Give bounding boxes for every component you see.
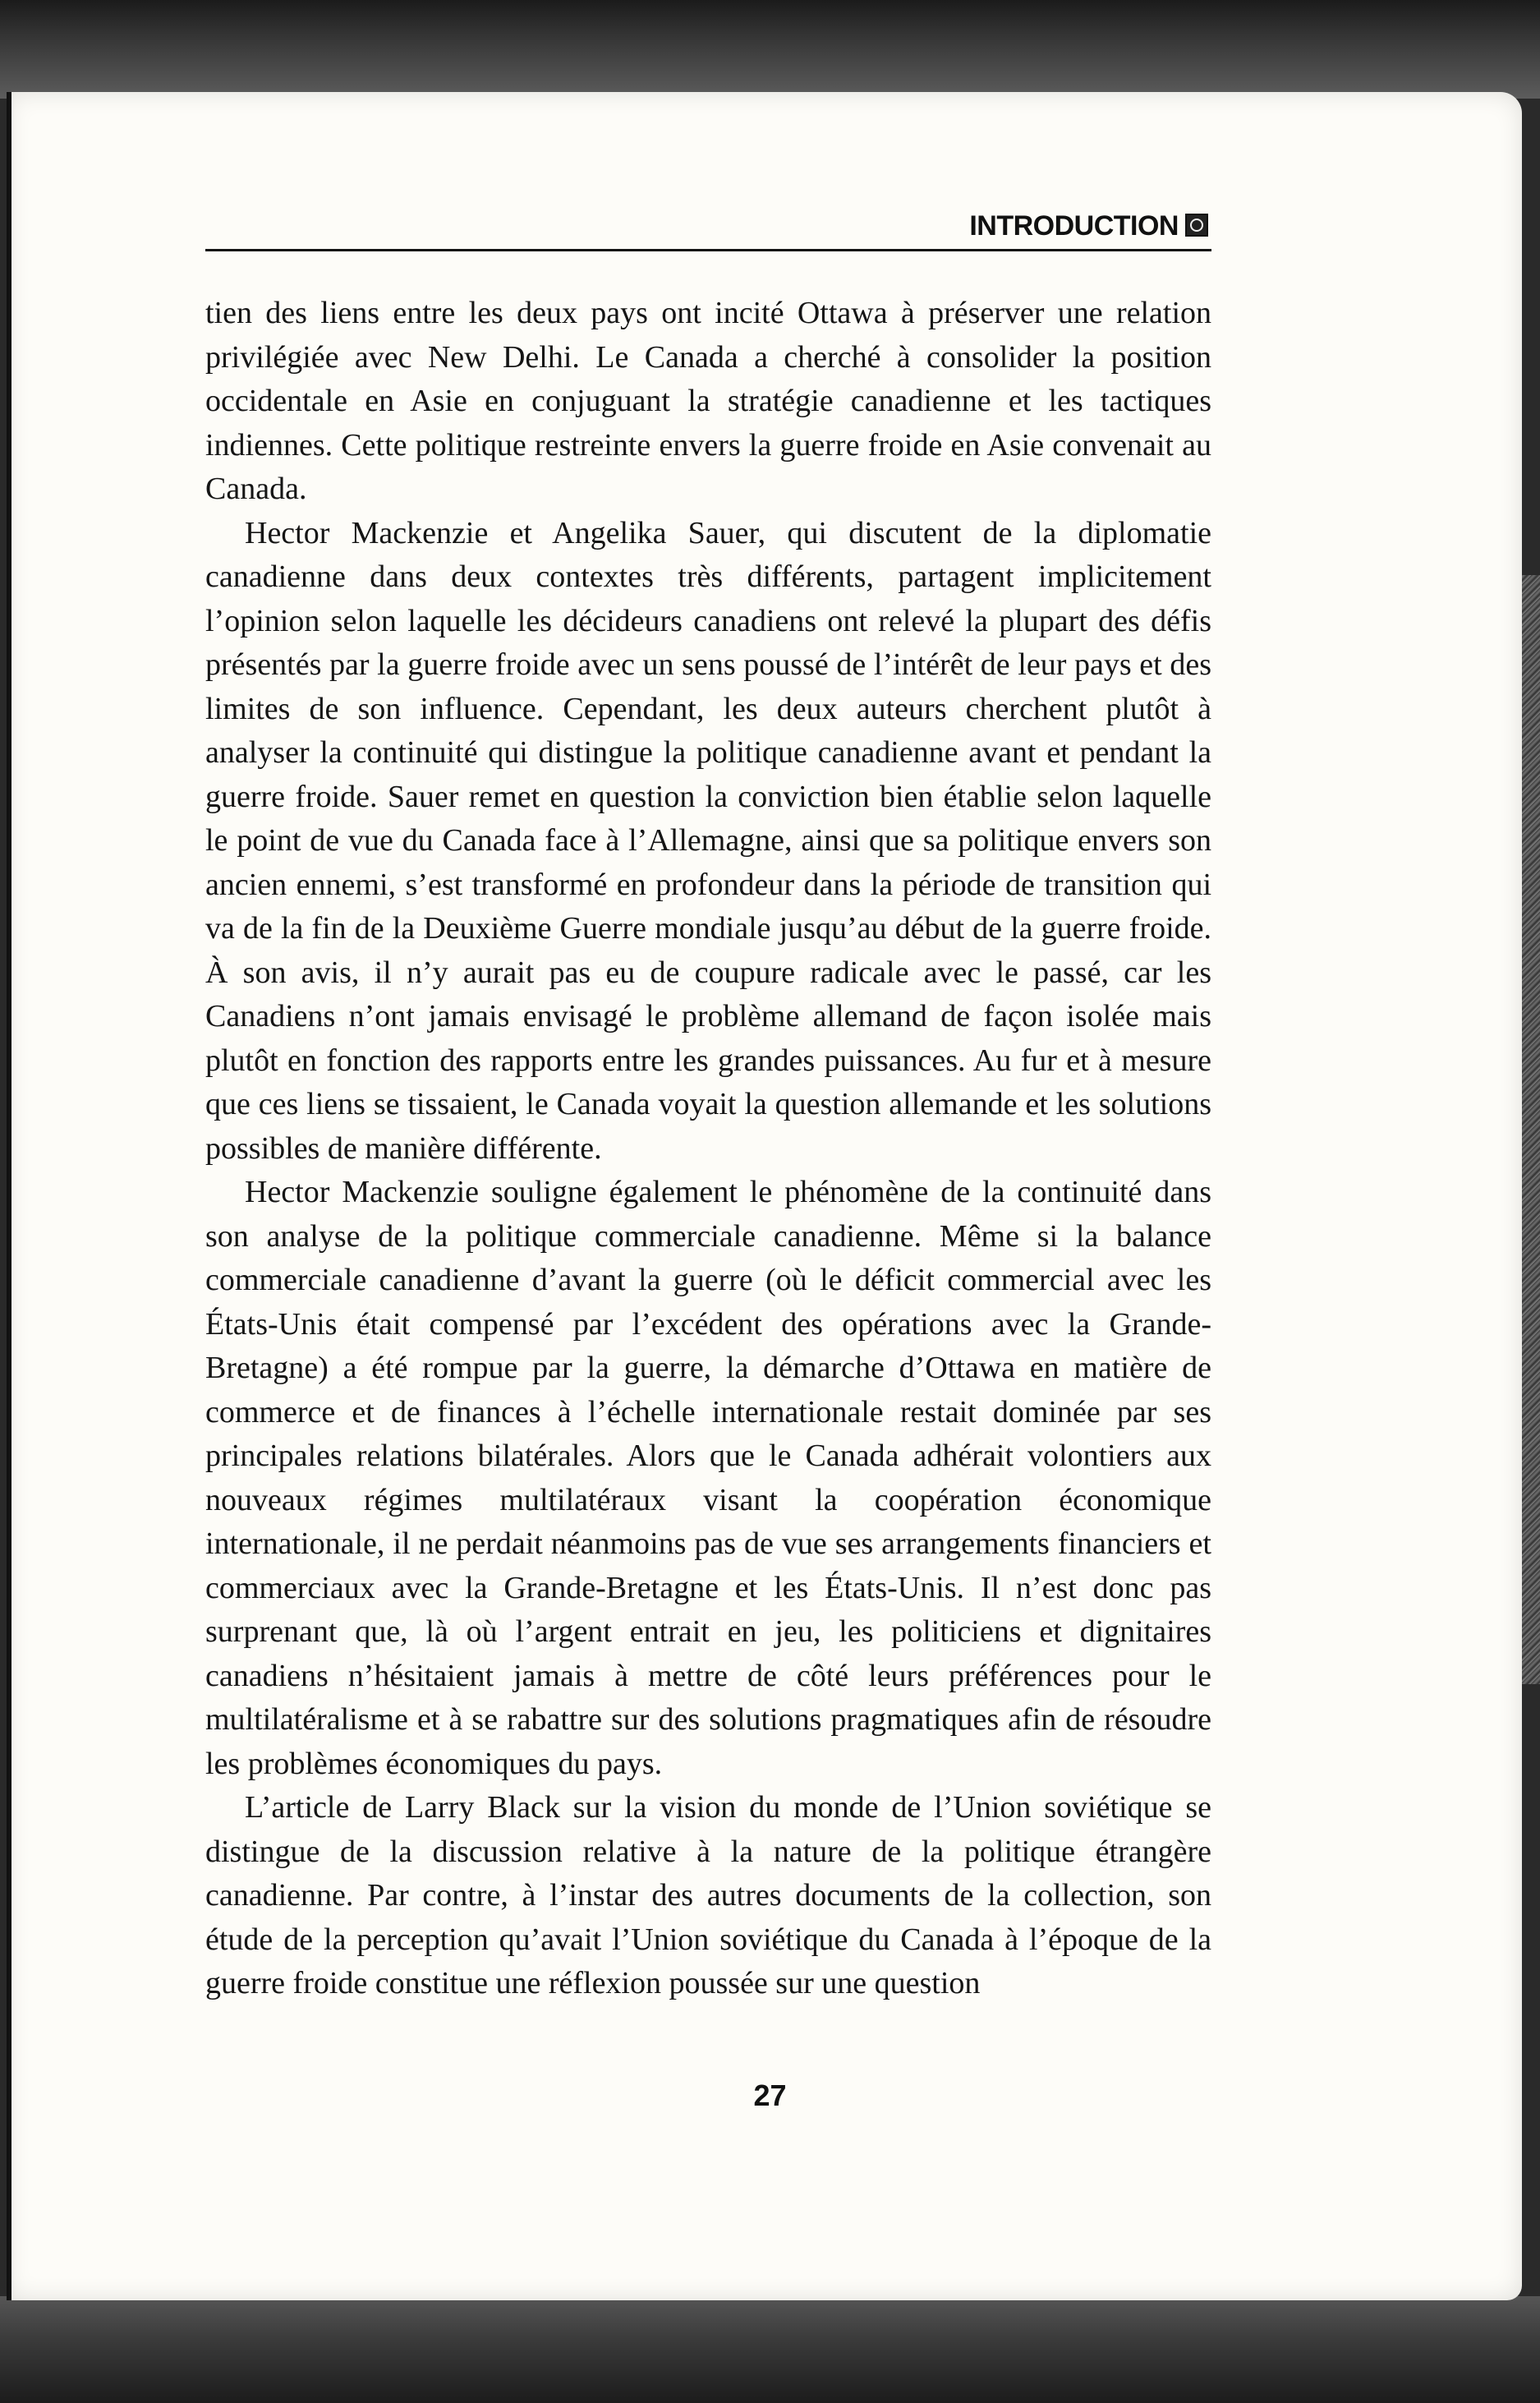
scan-border-top <box>0 0 1540 99</box>
scan-border-bottom <box>0 2296 1540 2403</box>
body-text <box>205 292 1211 2006</box>
page-left-edge <box>7 92 11 2300</box>
running-head-label: INTRODUCTION <box>969 210 1179 242</box>
running-head <box>205 203 1211 251</box>
paragraph: tien des liens entre les deux pays ont incité Ottawa à préserver une relation privilégiée avec New Delhi. Le Canada a cherché à consolider la position occidentale en Asie en conjuguant la stratégie canadienne et les tactiques indiennes. Cette politique restreinte envers la guerre froide en Asie convenait au Canada. <box>205 296 1211 506</box>
paragraph: L’article de Larry Black sur la vision du monde de l’Union soviétique se distingue de la discussion relative à la nature de la politique étrangère canadienne. Par contre, à l’instar des autres documents de la collection, son étude de la perception qu’avait l’Union soviétique du Canada à l’époque de la guerre froide constitue une réflexion poussée sur une question <box>205 1790 1211 2000</box>
ornament-icon <box>1185 214 1208 237</box>
paragraph: Hector Mackenzie et Angelika Sauer, qui discutent de la diplomatie canadienne dans deux contextes très différents, partagent implicitement l’opinion selon laquelle les décideurs canadiens ont relevé la plupart des défis présentés par la guerre froide avec un sens poussé de l’intérêt de leur pays et des limites de son influence. Cependant, les deux auteurs cherchent plutôt à analyser la continuité qui distingue la politique canadienne avant et pendant la guerre froide. Sauer remet en question la conviction bien établie selon laquelle le point de vue du Canada face à l’Allemagne, ainsi que sa politique envers son ancien ennemi, s’est transformé en profondeur dans la période de transition qui va de la fin de la Deuxième Guerre mondiale jusqu’au début de la guerre froide. À son avis, il n’y aurait pas eu de coupure radicale avec le passé, car les Canadiens n’ont jamais envisagé le problème allemand de façon isolée mais plutôt en fonction des rapports entre les grandes puissances. Au fur et à mesure que ces liens se tissaient, le Canada voyait la question allemande et les solutions possibles de manière différente. <box>205 515 1211 1166</box>
running-head-title <box>969 210 1208 242</box>
paragraph: Hector Mackenzie souligne également le phénomène de la continuité dans son analyse de la politique commerciale canadienne. Même si la balance commerciale canadienne d’avant la guerre (où le déficit commercial avec les États-Unis était compensé par l’excédent des opérations avec la Grande-Bretagne) a été rompue par la guerre, la démarche d’Ottawa en matière de commerce et de finances à l’échelle internationale restait dominée par ses principales relations bilatérales. Alors que le Canada adhérait volontiers aux nouveaux régimes multilatéraux visant la coopération économique internationale, il ne perdait néanmoins pas de vue ses arrangements financiers et commerciaux avec la Grande-Bretagne et les États-Unis. Il n’est donc pas surprenant que, là où l’argent entrait en jeu, les politiciens et dignitaires canadiens n’hésitaient jamais à mettre de côté leurs préférences pour le multilatéralisme et à se rabattre sur des solutions pragmatiques afin de résoudre les problèmes économiques du pays. <box>205 1175 1211 1781</box>
page-number: 27 <box>753 2078 787 2112</box>
